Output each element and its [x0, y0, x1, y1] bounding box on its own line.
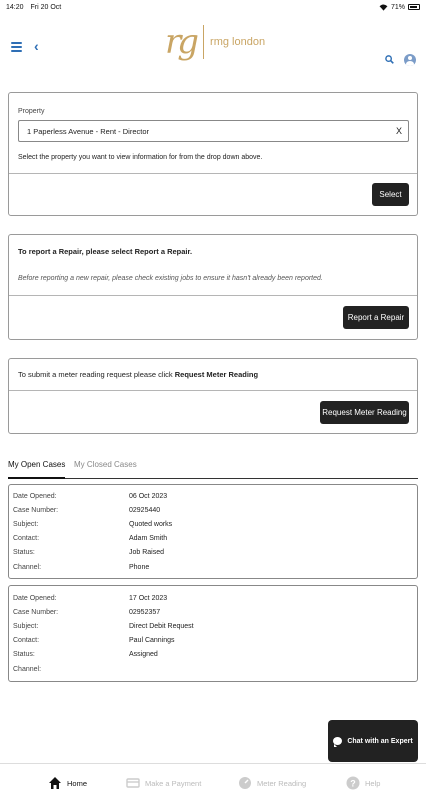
subject-value: Direct Debit Request: [129, 622, 194, 630]
property-select[interactable]: [18, 120, 409, 142]
field-label: Channel:: [13, 563, 42, 571]
case-row: [9, 634, 417, 648]
nav-home-label: Home: [67, 778, 88, 788]
field-label: Subject:: [13, 622, 39, 630]
meter-text-bold: Request Meter Reading: [174, 370, 259, 379]
nav-meter-label: Meter Reading: [257, 778, 307, 788]
tab-open-cases[interactable]: My Open Cases: [8, 460, 66, 469]
tab-closed-cases[interactable]: My Closed Cases: [74, 460, 137, 469]
home-icon: [48, 776, 62, 790]
channel-value: Phone: [129, 563, 150, 571]
case-row: [9, 517, 417, 531]
card-divider: [9, 295, 417, 296]
case-row: [9, 489, 417, 503]
field-label: Case Number:: [13, 506, 59, 514]
subject-value: Quoted works: [129, 520, 173, 528]
case-row: [9, 503, 417, 517]
report-repair-button[interactable]: Report a Repair: [343, 306, 409, 329]
chat-bubble-icon: [333, 737, 342, 745]
meter-reading-card: [8, 358, 418, 434]
case-row: [9, 560, 417, 574]
case-row: [9, 605, 417, 619]
user-avatar-icon[interactable]: [404, 54, 416, 66]
property-card: [8, 92, 418, 216]
field-label: Date Opened:: [13, 492, 57, 500]
case-card[interactable]: [8, 585, 418, 682]
brand-mark: rg: [165, 22, 196, 62]
search-icon[interactable]: [385, 55, 394, 64]
meter-text-prefix: To submit a meter reading request please click: [18, 370, 175, 379]
back-chevron-icon[interactable]: ‹: [34, 38, 39, 54]
payment-icon: [126, 776, 140, 790]
brand-separator: [203, 25, 204, 59]
case-row: [9, 648, 417, 662]
chat-with-expert-button[interactable]: [328, 720, 418, 762]
help-icon: [346, 776, 360, 790]
nav-help-label: Help: [365, 778, 381, 788]
case-row: [9, 591, 417, 605]
case-row: [9, 532, 417, 546]
status-date: Fri 20 Oct: [30, 3, 62, 11]
battery-percent: 71%: [390, 3, 405, 11]
contact-value: Paul Cannings: [129, 637, 175, 645]
case-card[interactable]: [8, 484, 418, 579]
select-button[interactable]: Select: [372, 183, 409, 206]
status-value: Assigned: [129, 651, 158, 659]
field-label: Contact:: [13, 535, 40, 543]
nav-meter-reading[interactable]: [238, 776, 306, 790]
wifi-icon: [379, 4, 388, 11]
status-value: Job Raised: [129, 549, 165, 557]
repair-title: To report a Repair, please select Report a Repair.: [18, 247, 193, 256]
date-opened-value: 17 Oct 2023: [129, 594, 168, 602]
date-opened-value: 06 Oct 2023: [129, 492, 168, 500]
nav-help[interactable]: [346, 776, 380, 790]
case-number-value: 02952357: [129, 608, 161, 616]
case-row: [9, 546, 417, 560]
card-divider: [9, 173, 417, 174]
gauge-icon: [238, 776, 252, 790]
chat-label: Chat with an Expert: [347, 737, 413, 745]
case-row: [9, 619, 417, 633]
meter-text: [18, 370, 258, 379]
nav-home[interactable]: [48, 776, 87, 790]
request-meter-reading-button[interactable]: Request Meter Reading: [320, 401, 409, 424]
status-left: [6, 4, 66, 11]
brand-name: rmg london: [210, 36, 266, 48]
contact-value: Adam Smith: [129, 535, 168, 543]
field-label: Channel:: [13, 665, 42, 673]
repair-card: [8, 234, 418, 340]
nav-payment-label: Make a Payment: [145, 778, 202, 788]
field-label: Status:: [13, 549, 35, 557]
property-selected-value: 1 Paperless Avenue - Rent - Director: [27, 126, 150, 136]
status-bar: [0, 0, 426, 14]
field-label: Status:: [13, 651, 35, 659]
battery-icon: [408, 4, 420, 10]
status-time: 14:20: [6, 3, 24, 11]
property-label: Property: [18, 108, 45, 115]
nav-make-payment[interactable]: [126, 776, 201, 790]
case-row: [9, 662, 417, 676]
card-divider: [9, 390, 417, 391]
field-label: Case Number:: [13, 608, 59, 616]
repair-note: Before reporting a new repair, please check existing jobs to ensure it hasn't already been reported.: [18, 275, 323, 282]
cases-tabs: [8, 456, 418, 479]
app-header: [0, 14, 426, 80]
brand-logo: [165, 22, 265, 62]
field-label: Date Opened:: [13, 594, 57, 602]
field-label: Contact:: [13, 637, 40, 645]
clear-icon[interactable]: X: [395, 126, 402, 136]
status-right: [379, 4, 420, 11]
menu-icon[interactable]: [11, 42, 22, 52]
bottom-nav: [0, 763, 426, 800]
case-number-value: 02925440: [129, 506, 161, 514]
property-help-text: Select the property you want to view information for from the drop down above.: [18, 154, 263, 161]
field-label: Subject:: [13, 520, 39, 528]
svg-text:?: ?: [350, 778, 356, 789]
